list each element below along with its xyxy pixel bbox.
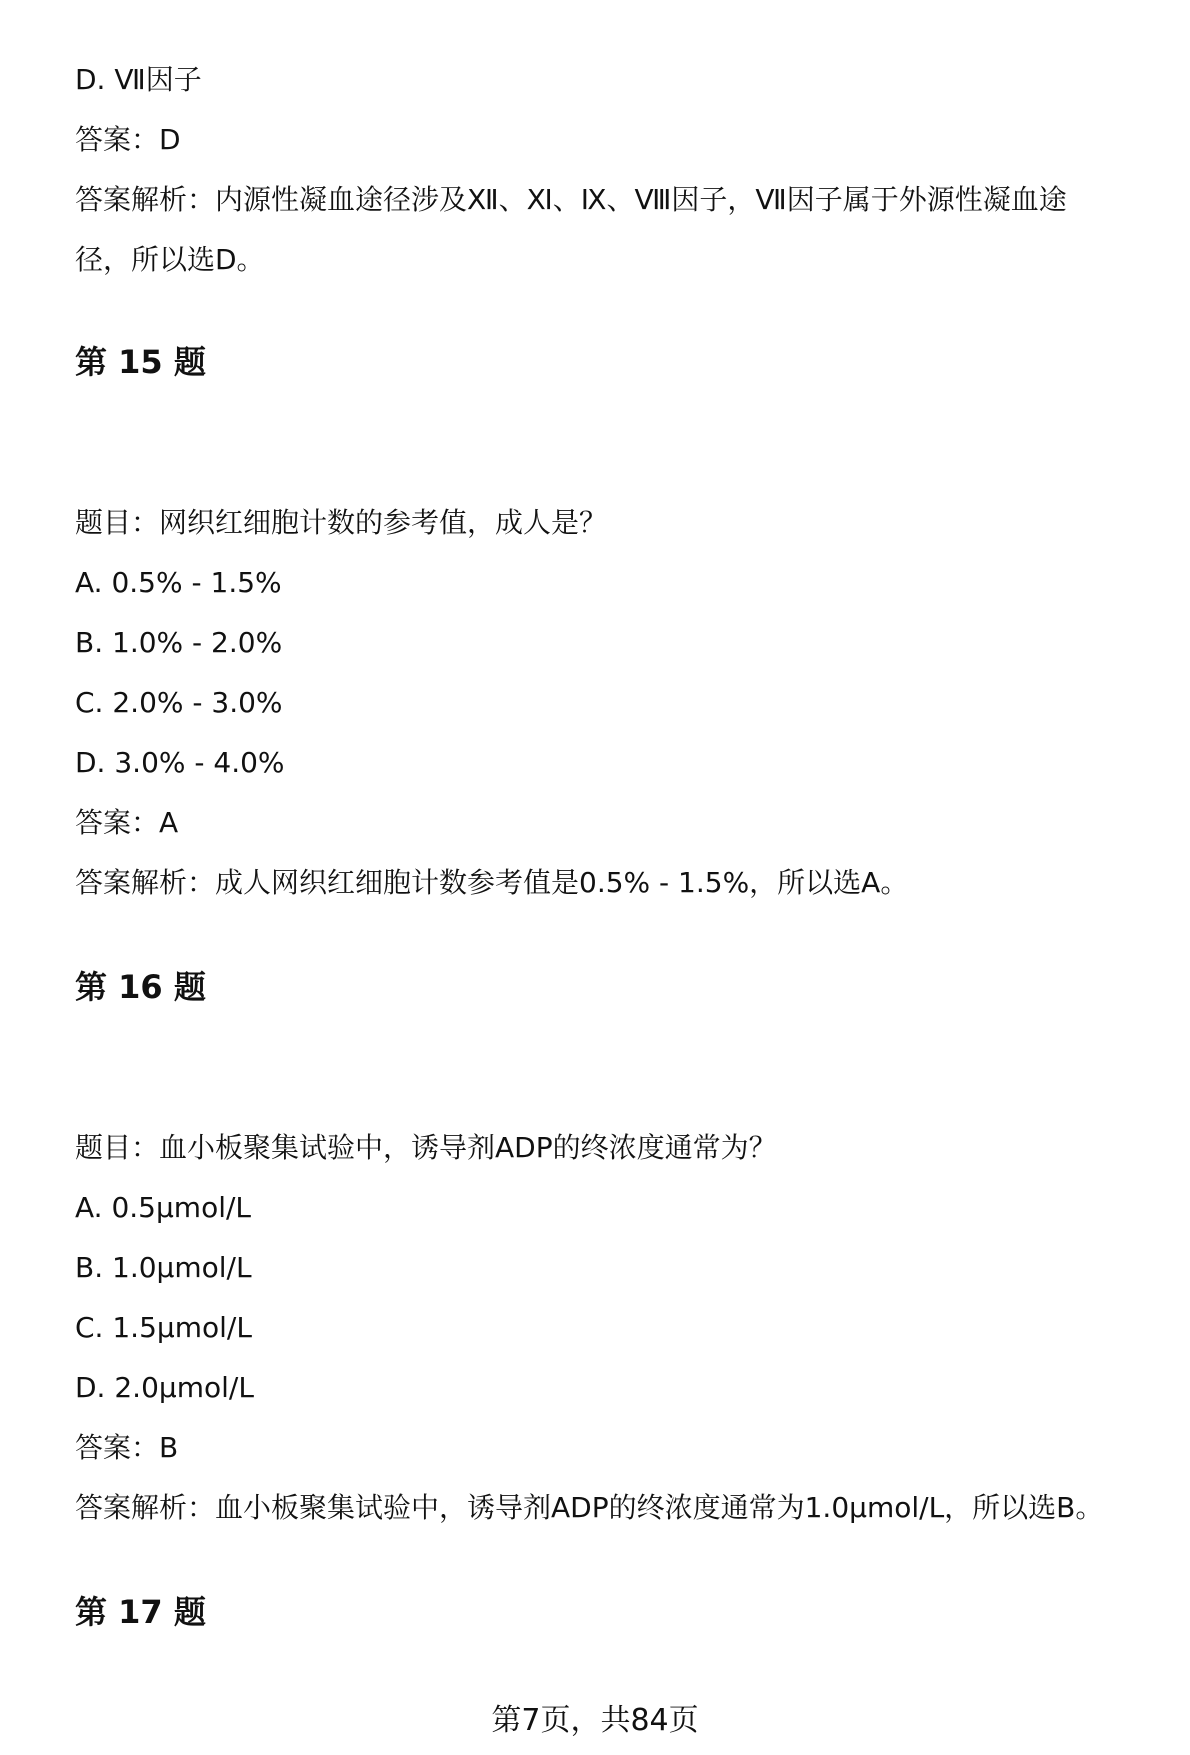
q14-analysis-line1: 答案解析：内源性凝血途径涉及Ⅻ、Ⅺ、Ⅸ、Ⅷ因子，Ⅶ因子属于外源性凝血途 — [75, 183, 1067, 216]
q17-heading: 第 17 题 — [75, 1593, 206, 1631]
q15-question: 题目：网织红细胞计数的参考值，成人是？ — [75, 506, 608, 539]
q16-option-b: B. 1.0μmol/L — [75, 1251, 252, 1284]
q16-answer: 答案：B — [75, 1431, 179, 1464]
q16-analysis: 答案解析：血小板聚集试验中，诱导剂ADP的终浓度通常为1.0μmol/L，所以选B。 — [75, 1491, 1104, 1524]
q14-option-d: D. Ⅶ因子 — [75, 63, 202, 96]
q16-option-d: D. 2.0μmol/L — [75, 1371, 254, 1404]
q15-answer: 答案：A — [75, 806, 179, 839]
q15-option-c: C. 2.0% - 3.0% — [75, 686, 283, 719]
q16-option-a: A. 0.5μmol/L — [75, 1191, 252, 1224]
q14-analysis-line2: 径，所以选D。 — [75, 243, 265, 276]
q16-question: 题目：血小板聚集试验中，诱导剂ADP的终浓度通常为？ — [75, 1131, 777, 1164]
page-number: 第7页，共84页 — [491, 1703, 699, 1738]
q15-option-b: B. 1.0% - 2.0% — [75, 626, 283, 659]
q16-heading: 第 16 题 — [75, 968, 206, 1006]
q15-option-d: D. 3.0% - 4.0% — [75, 746, 285, 779]
q16-option-c: C. 1.5μmol/L — [75, 1311, 252, 1344]
q14-answer: 答案：D — [75, 123, 181, 156]
q15-analysis: 答案解析：成人网织红细胞计数参考值是0.5% - 1.5%，所以选A。 — [75, 866, 909, 899]
q15-heading: 第 15 题 — [75, 343, 206, 381]
q15-option-a: A. 0.5% - 1.5% — [75, 566, 282, 599]
